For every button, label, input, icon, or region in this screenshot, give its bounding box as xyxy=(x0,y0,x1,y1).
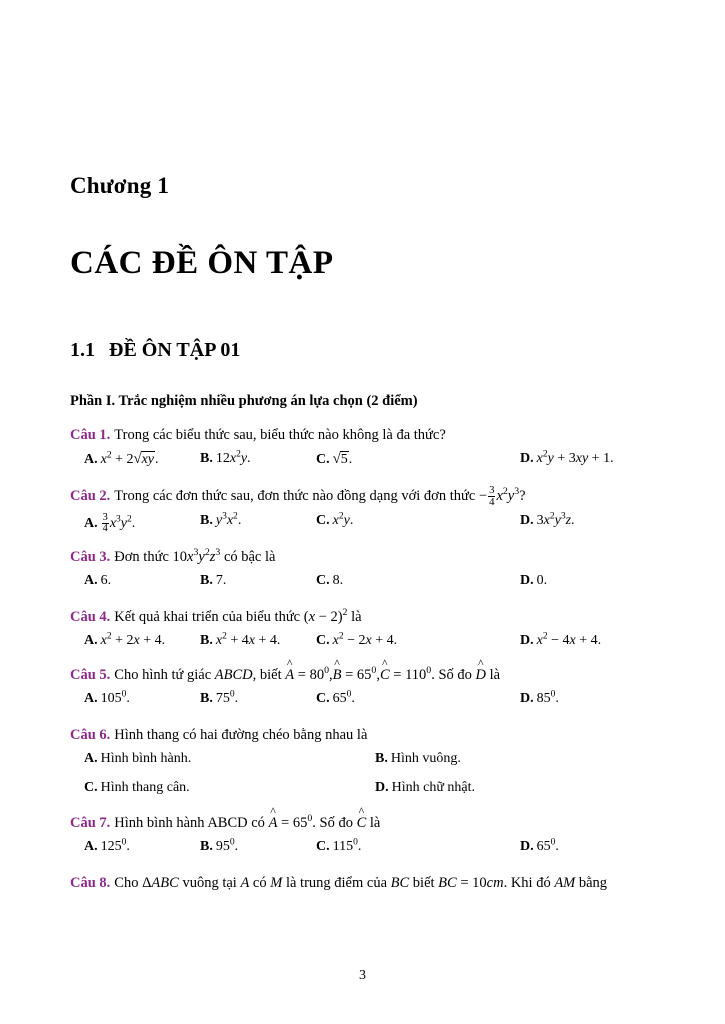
question-label: Câu 8. xyxy=(70,875,111,891)
question-label: Câu 3. xyxy=(70,548,111,565)
option-text: $x^2y + 3xy + 1$. xyxy=(536,449,614,467)
option-letter: A. xyxy=(84,572,98,588)
option-b[interactable] xyxy=(200,573,226,589)
question-label: Câu 2. xyxy=(70,488,111,505)
option-row xyxy=(70,633,655,653)
option-text: Hình vuông. xyxy=(390,750,461,766)
option-c[interactable] xyxy=(316,839,361,855)
option-text: $65^0$. xyxy=(332,689,355,706)
option-letter: A. xyxy=(84,632,98,648)
option-row xyxy=(70,451,655,471)
option-letter: B. xyxy=(200,690,213,706)
option-text: $3x^2y^3z$. xyxy=(536,511,575,528)
option-text: $\frac{3}{4}$ $x^3y^2$. xyxy=(102,511,136,535)
option-text: 6. xyxy=(100,572,112,588)
option-b[interactable] xyxy=(375,751,461,767)
option-c[interactable] xyxy=(316,573,343,589)
option-text: $x^2 + 2x + 4$. xyxy=(100,631,166,648)
question-label: Câu 6. xyxy=(70,726,111,743)
question-block xyxy=(70,655,655,711)
chapter-title: CÁC ĐỀ ÔN TẬP xyxy=(70,244,334,281)
option-d[interactable] xyxy=(520,839,559,855)
question-text: Cho hình tứ giác ABCD, biết ^ $A = 80^0$, ^ $B = 65^0$, ^ $C = 110^0$. Số đo ^ D là xyxy=(114,655,501,683)
option-letter: A. xyxy=(84,690,98,706)
option-text: Hình chữ nhật. xyxy=(391,779,476,795)
question-label: Câu 1. xyxy=(70,427,111,444)
question-block xyxy=(70,425,655,471)
option-text: $115^0$. xyxy=(332,837,362,854)
option-letter: B. xyxy=(200,451,213,467)
option-letter: B. xyxy=(200,572,213,588)
page-content xyxy=(70,0,655,894)
option-d[interactable] xyxy=(520,691,559,707)
option-c[interactable] xyxy=(316,451,352,468)
question-line xyxy=(70,803,655,834)
option-a[interactable] xyxy=(84,839,130,855)
option-letter: B. xyxy=(200,632,213,648)
option-a[interactable] xyxy=(84,691,130,707)
question-text: Trong các đơn thức sau, đơn thức nào đồng dạng với đơn thức − $\frac{3}{4}$ $x^2y^3$? xyxy=(114,484,526,508)
option-a[interactable] xyxy=(84,573,111,589)
question-text: Hình thang có hai đường chéo bằng nhau là xyxy=(114,726,368,743)
option-text: $85^0$. xyxy=(536,689,559,706)
option-letter: D. xyxy=(520,572,534,588)
option-text: 0. xyxy=(536,572,548,588)
option-letter: C. xyxy=(316,690,330,706)
question-label: Câu 7. xyxy=(70,814,111,831)
option-letter: B. xyxy=(375,750,388,766)
option-letter: D. xyxy=(375,779,389,795)
option-text: $x^2 - 2x + 4$. xyxy=(332,631,398,648)
option-letter: C. xyxy=(316,512,330,528)
option-a[interactable] xyxy=(84,513,135,535)
option-letter: A. xyxy=(84,516,98,532)
part-header: Phần I. Trắc nghiệm nhiều phương án lựa chọn (2 điểm) xyxy=(70,393,418,410)
option-a[interactable] xyxy=(84,451,159,468)
option-d[interactable] xyxy=(520,451,614,467)
option-text: Hình bình hành. xyxy=(100,750,192,766)
option-letter: C. xyxy=(316,632,330,648)
page-number: 3 xyxy=(359,968,366,983)
question-text: Cho ΔABC vuông tại A có M là trung điểm của BC biết BC = 10cm. Khi đó AM bằng xyxy=(114,875,608,891)
option-letter: C. xyxy=(316,839,330,854)
question-block xyxy=(70,485,655,533)
question-line xyxy=(70,655,655,686)
option-text: $65^0$. xyxy=(536,837,559,854)
option-text: $x^2 - 4x + 4$. xyxy=(536,631,602,648)
option-text: $x^2y$. xyxy=(332,511,354,528)
option-letter: D. xyxy=(520,451,534,467)
question-text: Kết quả khai triển của biểu thức $(x - 2)^2$ là xyxy=(114,607,362,625)
option-text: √5. xyxy=(332,451,353,468)
option-row xyxy=(70,513,655,533)
section-number: 1.1 xyxy=(70,339,95,362)
option-c[interactable] xyxy=(316,513,353,529)
option-letter: D. xyxy=(520,632,534,648)
section-heading xyxy=(70,283,655,362)
question-block xyxy=(70,547,655,593)
option-b[interactable] xyxy=(200,839,238,855)
option-text: Hình thang cân. xyxy=(100,779,190,795)
option-letter: A. xyxy=(84,750,98,766)
chapter-label: Chương 1 xyxy=(70,173,170,198)
option-letter: D. xyxy=(520,512,534,528)
option-text: $y^3x^2$. xyxy=(215,511,242,528)
question-line xyxy=(70,873,655,894)
option-row xyxy=(70,573,655,593)
option-b[interactable] xyxy=(200,633,280,649)
option-text: $105^0$. xyxy=(100,689,130,706)
question-text: Trong các biểu thức sau, biểu thức nào không là đa thức? xyxy=(114,427,446,444)
option-c[interactable] xyxy=(84,780,190,796)
question-line xyxy=(70,485,655,508)
option-a[interactable] xyxy=(84,751,191,767)
option-text: $75^0$. xyxy=(215,689,239,706)
option-text: $x^2 + 4x + 4$. xyxy=(215,631,281,648)
option-letter: C. xyxy=(316,572,330,588)
question-label: Câu 4. xyxy=(70,608,111,625)
option-a[interactable] xyxy=(84,633,165,649)
option-row xyxy=(70,839,655,859)
option-row xyxy=(70,751,655,799)
option-letter: C. xyxy=(316,452,330,468)
option-letter: B. xyxy=(200,512,213,528)
option-text: 7. xyxy=(215,572,227,588)
option-letter: A. xyxy=(84,452,98,468)
question-block xyxy=(70,725,655,799)
question-line xyxy=(70,425,655,446)
question-text: Hình bình hành ABCD có ^ $A = 65^0$. Số đo ^ C là xyxy=(114,803,381,831)
option-b[interactable] xyxy=(200,691,238,707)
section-title: ĐỀ ÔN TẬP 01 xyxy=(109,339,241,362)
option-d[interactable] xyxy=(520,633,601,649)
option-d[interactable] xyxy=(520,573,547,589)
option-letter: C. xyxy=(84,779,98,795)
option-c[interactable] xyxy=(316,691,355,707)
option-b[interactable] xyxy=(200,513,241,529)
option-text: $95^0$. xyxy=(215,837,239,854)
option-letter: A. xyxy=(84,839,98,854)
option-c[interactable] xyxy=(316,633,397,649)
question-block xyxy=(70,607,655,653)
option-d[interactable] xyxy=(520,513,575,529)
question-line xyxy=(70,607,655,628)
question-text: Đơn thức $10x^3y^2z^3$ có bậc là xyxy=(114,547,276,565)
option-text: $12x^2y$. xyxy=(215,449,251,467)
option-text: $x^2 + 2√xy$. xyxy=(100,450,159,468)
question-block xyxy=(70,803,655,859)
option-text: 8. xyxy=(332,572,344,588)
option-row xyxy=(70,691,655,711)
question-line xyxy=(70,547,655,568)
question-block xyxy=(70,873,655,894)
question-line xyxy=(70,725,655,746)
option-letter: B. xyxy=(200,839,213,854)
option-letter: D. xyxy=(520,690,534,706)
option-letter: D. xyxy=(520,839,534,854)
question-label: Câu 5. xyxy=(70,666,111,683)
option-text: $125^0$. xyxy=(100,837,130,854)
option-d[interactable] xyxy=(375,780,475,796)
option-b[interactable] xyxy=(200,451,251,467)
